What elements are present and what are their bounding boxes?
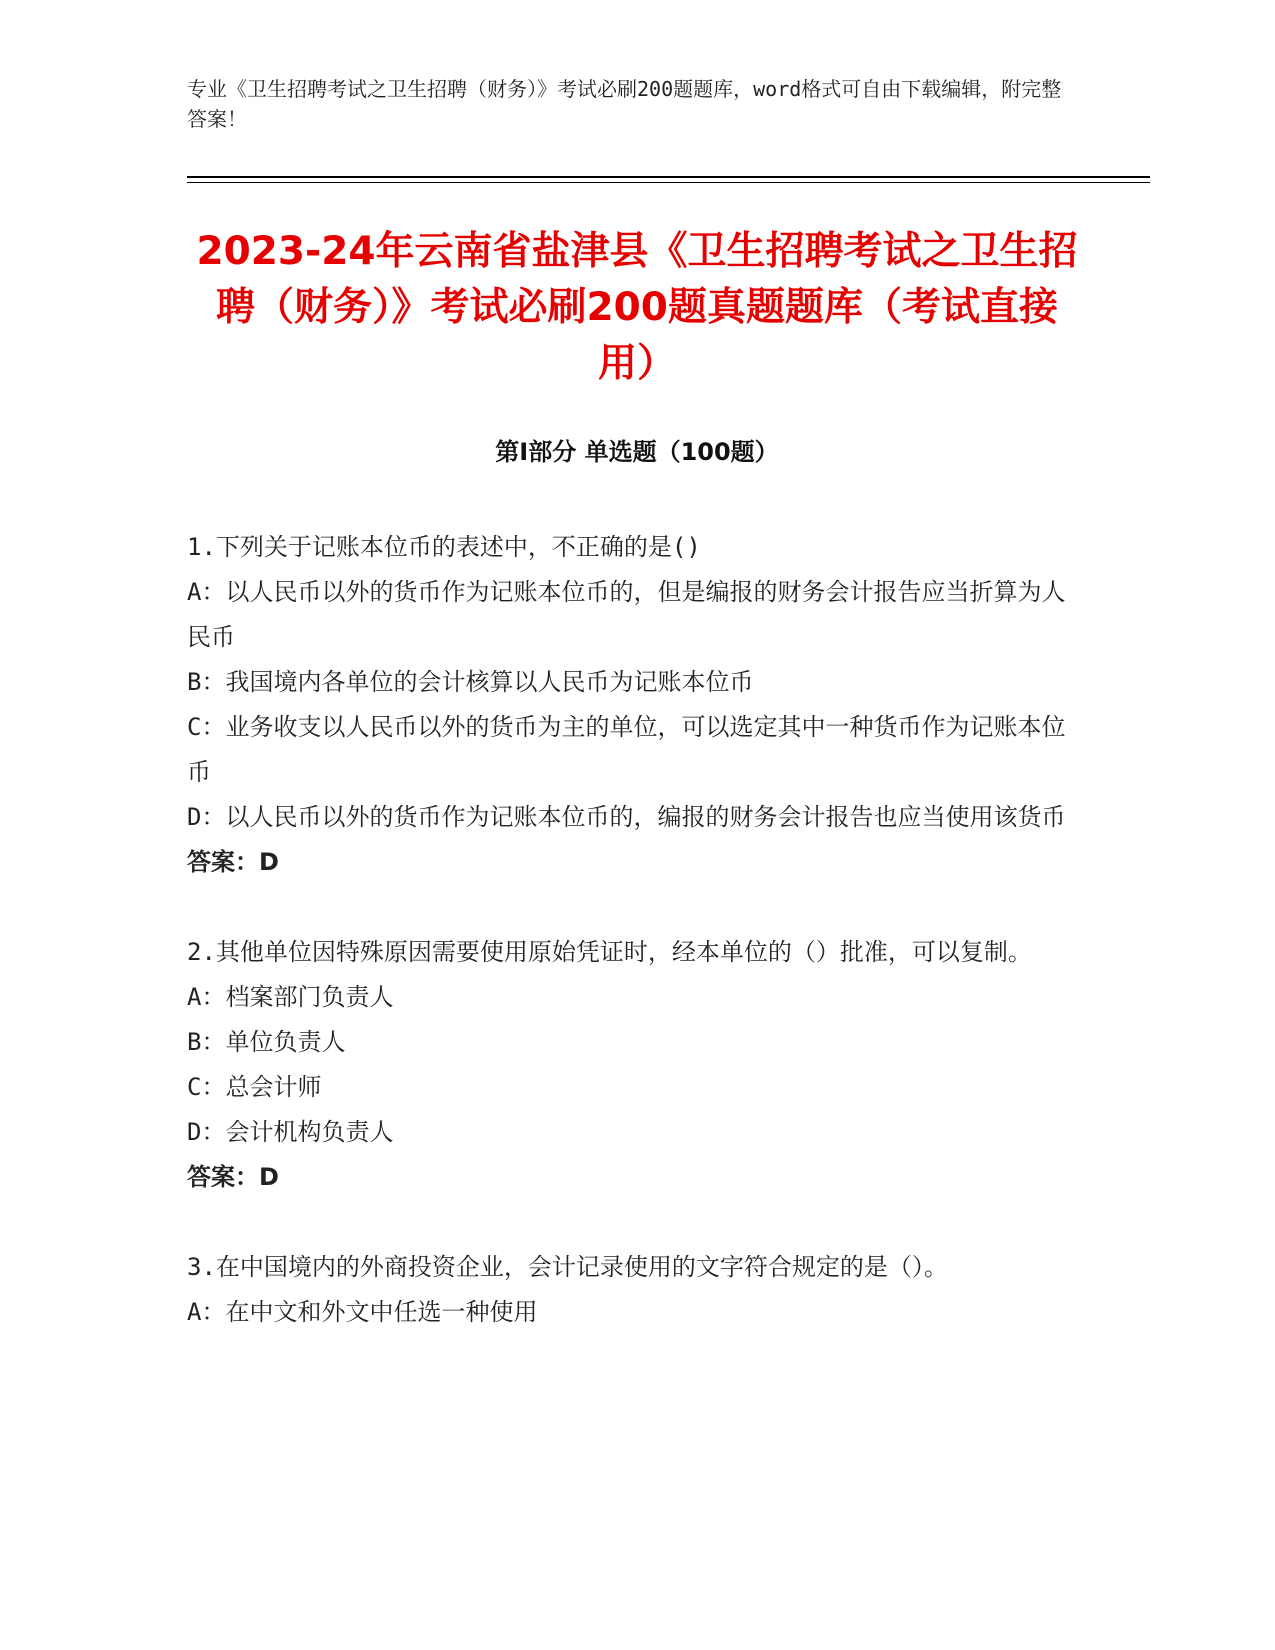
question-2 bbox=[187, 930, 1067, 1200]
header-divider-thin bbox=[187, 182, 1150, 183]
question-list bbox=[187, 525, 1067, 1380]
question-stem: 2.其他单位因特殊原因需要使用原始凭证时，经本单位的（）批准，可以复制。 bbox=[187, 938, 1032, 966]
header-divider-thick bbox=[187, 176, 1150, 178]
section-title: 第I部分 单选题（100题） bbox=[495, 438, 779, 466]
document-title: 2023-24年云南省盐津县《卫生招聘考试之卫生招聘（财务）》考试必刷200题真题题库（考试直接用） bbox=[196, 229, 1078, 386]
option-b: B：单位负责人 bbox=[187, 1028, 346, 1056]
answer: 答案：D bbox=[187, 1163, 279, 1191]
option-c: C：业务收支以人民币以外的货币为主的单位，可以选定其中一种货币作为记账本位币 bbox=[187, 713, 1066, 786]
option-a: A：以人民币以外的货币作为记账本位币的，但是编报的财务会计报告应当折算为人民币 bbox=[187, 578, 1066, 651]
answer: 答案：D bbox=[187, 848, 279, 876]
option-d: D：会计机构负责人 bbox=[187, 1118, 394, 1146]
header-note: 专业《卫生招聘考试之卫生招聘（财务）》考试必刷200题题库，word格式可自由下载编辑，附完整答案！ bbox=[187, 77, 1062, 131]
option-a: A：档案部门负责人 bbox=[187, 983, 394, 1011]
question-3 bbox=[187, 1245, 1067, 1335]
question-stem: 3.在中国境内的外商投资企业，会计记录使用的文字符合规定的是（）。 bbox=[187, 1253, 948, 1281]
option-a: A：在中文和外文中任选一种使用 bbox=[187, 1298, 538, 1326]
option-b: B：我国境内各单位的会计核算以人民币为记账本位币 bbox=[187, 668, 754, 696]
question-1 bbox=[187, 525, 1067, 885]
option-c: C：总会计师 bbox=[187, 1073, 322, 1101]
question-stem: 1.下列关于记账本位币的表述中，不正确的是() bbox=[187, 533, 701, 561]
option-d: D：以人民币以外的货币作为记账本位币的，编报的财务会计报告也应当使用该货币 bbox=[187, 803, 1066, 831]
